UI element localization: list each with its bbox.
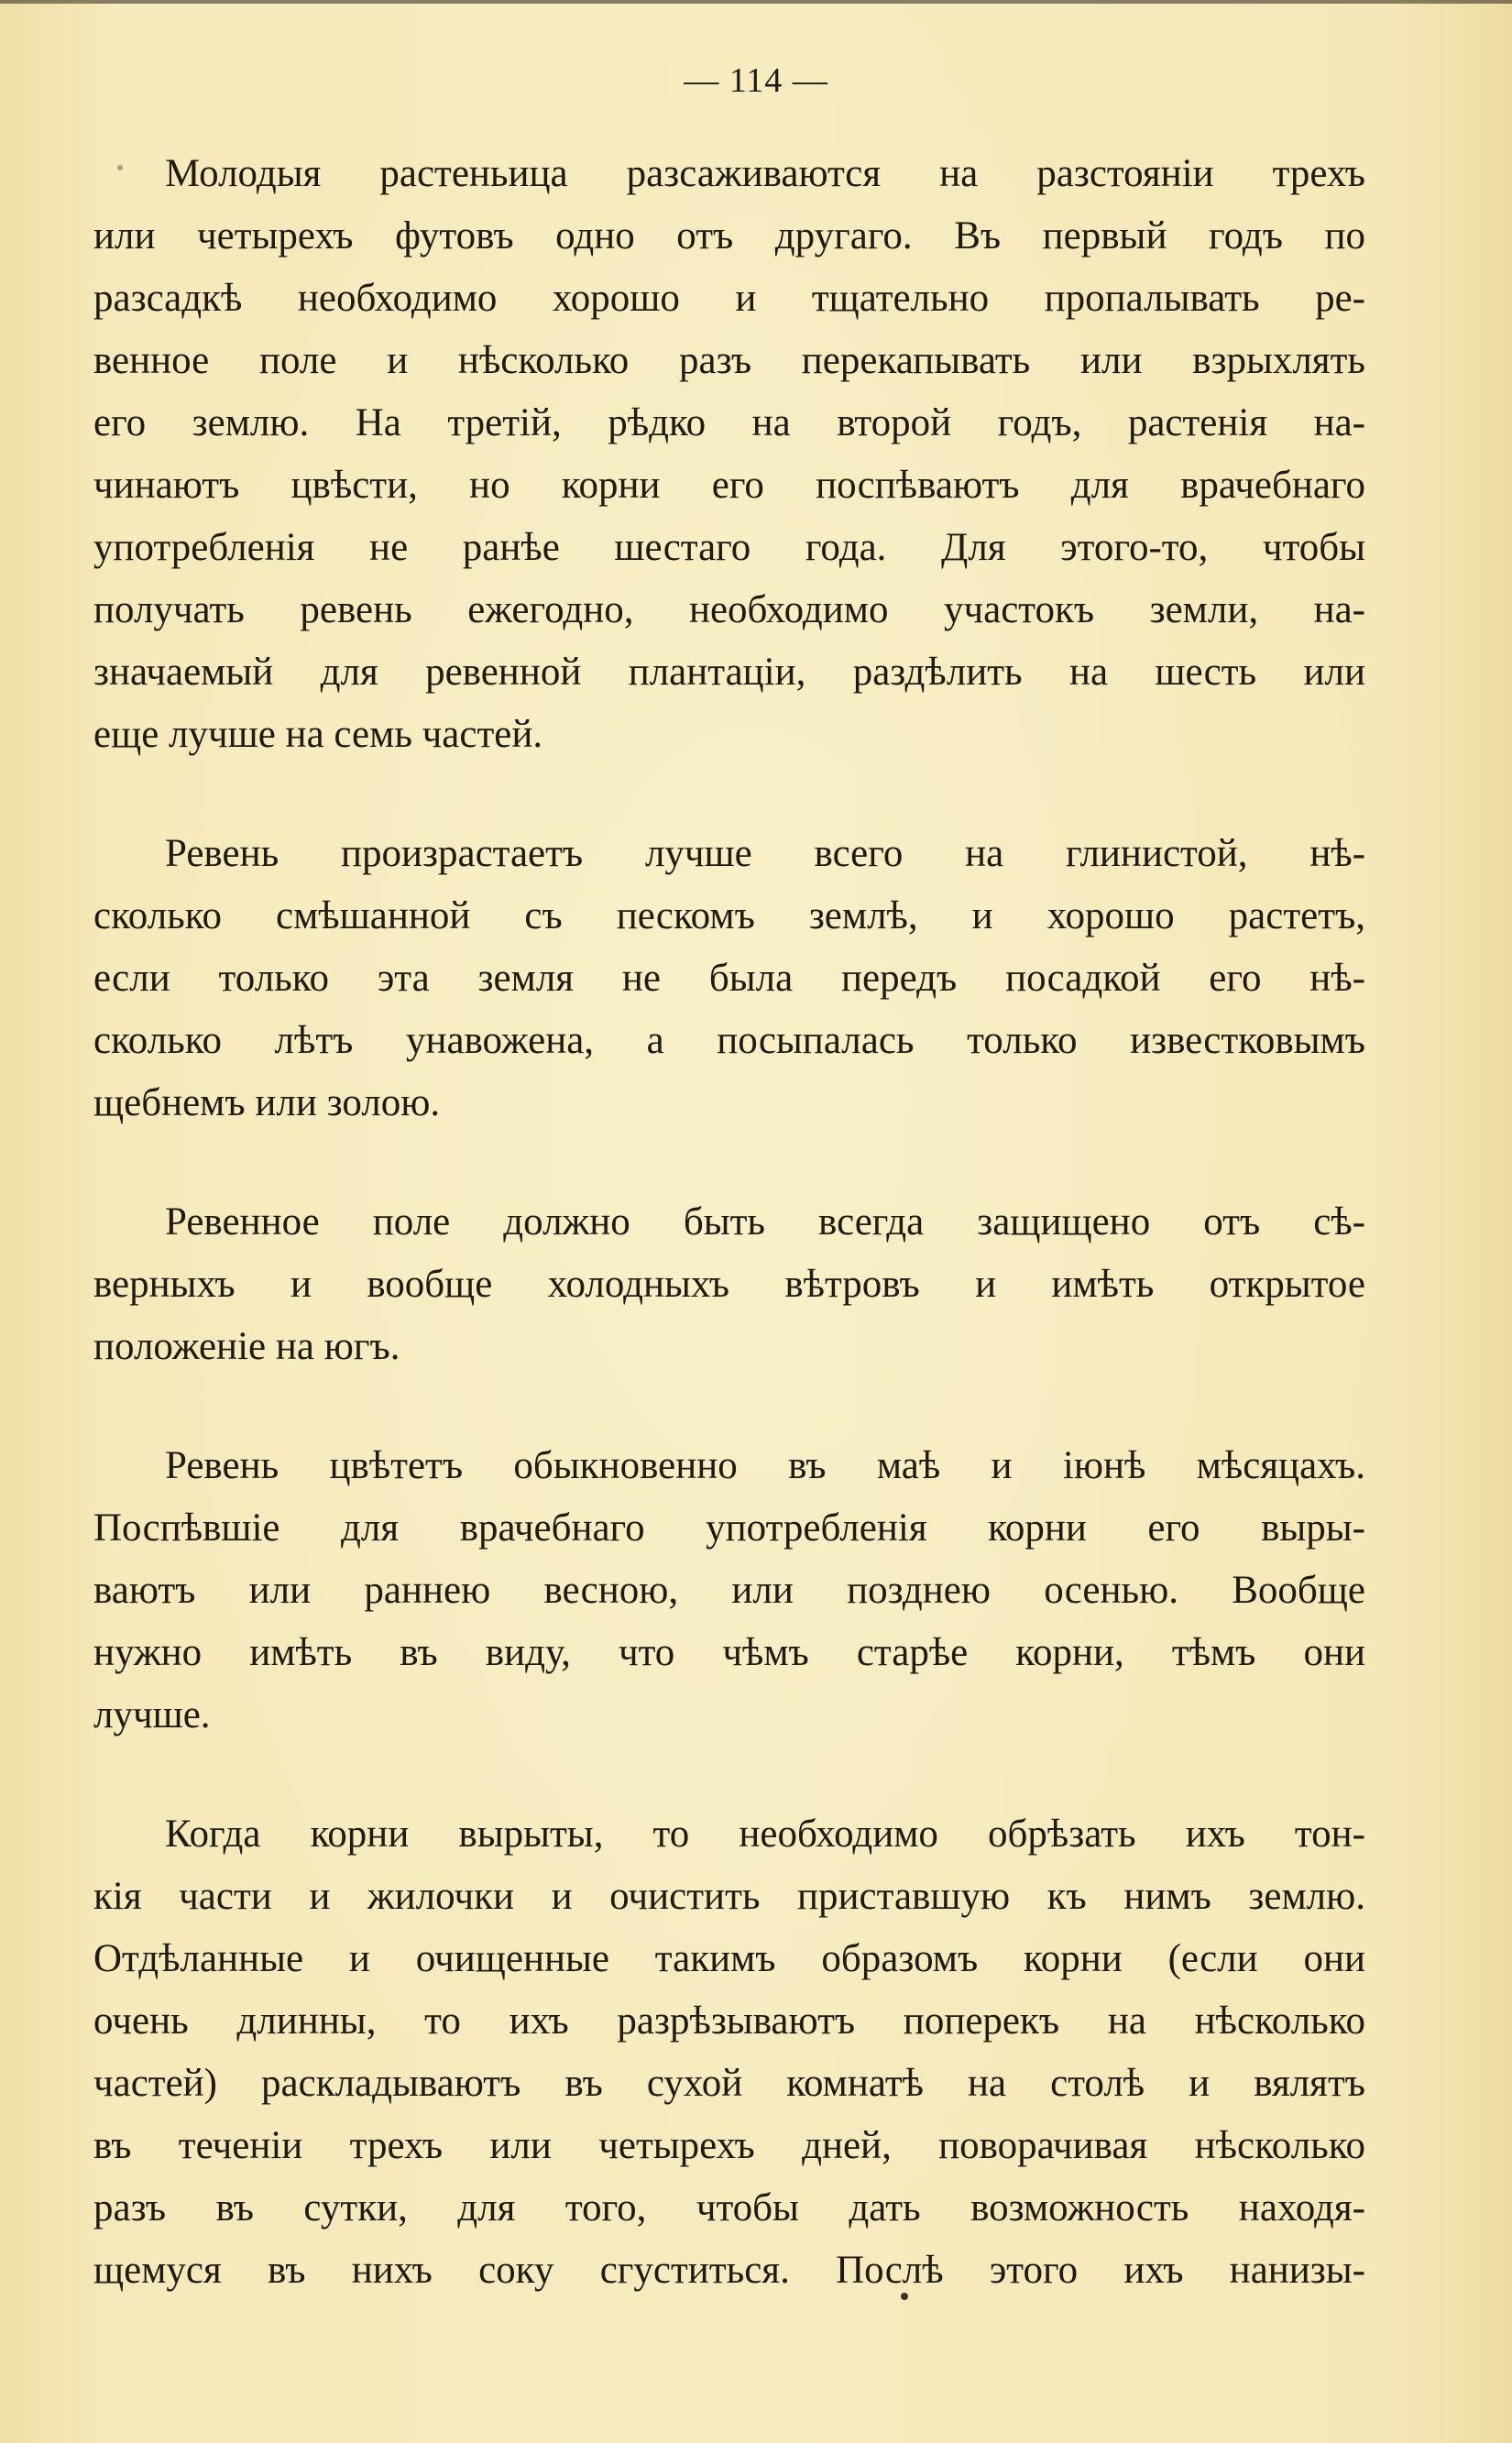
top-edge-rule — [0, 0, 1512, 4]
paragraph — [93, 143, 1365, 766]
text-line: щебнемъ или золою. — [93, 1081, 441, 1124]
text-line: Ревенное поле должно быть всегда защищено отъ сѣ- — [165, 1200, 1365, 1243]
text-line: лучше. — [93, 1693, 211, 1736]
text-line: щемуся въ нихъ соку сгуститься. Послѣ этого ихъ нанизы- — [93, 2249, 1365, 2292]
text-line: если только эта земля не была передъ посадкой его нѣ- — [93, 957, 1365, 1000]
text-line: Молодыя растеньица разсаживаются на разстоянiи трехъ — [165, 152, 1365, 195]
text-line: чинаютъ цвѣсти, но корни его поспѣваютъ для врачебнаго — [93, 464, 1365, 507]
text-line: его землю. На третiй, рѣдко на второй годъ, растенiя на- — [93, 401, 1365, 444]
text-line: Поспѣвшiе для врачебнаго употребленiя корни его выры- — [93, 1506, 1365, 1550]
text-line: ваютъ или раннею весною, или позднею осенью. Вообще — [93, 1569, 1365, 1612]
signature-mark — [901, 2293, 908, 2300]
paragraph — [93, 1191, 1365, 1378]
text-line: Ревень цвѣтетъ обыкновенно въ маѣ и iюнѣ мѣсяцахъ. — [165, 1444, 1365, 1487]
text-line: нужно имѣть въ виду, что чѣмъ старѣе корни, тѣмъ они — [93, 1631, 1365, 1674]
text-line: разъ въ сутки, для того, чтобы дать возможность находя- — [93, 2186, 1365, 2229]
text-line: разсадкѣ необходимо хорошо и тщательно пропалывать ре- — [93, 277, 1365, 320]
text-line: Ревень произрастаетъ лучше всего на глинистой, нѣ- — [165, 832, 1365, 875]
page-number: — 114 — — [684, 61, 828, 100]
paragraph — [93, 823, 1365, 1134]
text-line: еще лучше на семь частей. — [93, 713, 543, 756]
text-line: Отдѣланные и очищенные такимъ образомъ корни (если они — [93, 1937, 1365, 1980]
text-line: верныхъ и вообще холодныхъ вѣтровъ и имѣть открытое — [93, 1263, 1365, 1306]
paragraph — [93, 1435, 1365, 1747]
text-line: сколько лѣтъ унавожена, а посыпалась только известковымъ — [93, 1019, 1365, 1062]
text-line: положенiе на югъ. — [93, 1325, 400, 1368]
text-line: венное поле и нѣсколько разъ перекапывать или взрыхлять — [93, 339, 1365, 382]
text-line: или четырехъ футовъ одно отъ другаго. Въ первый годъ по — [93, 214, 1365, 257]
paragraph — [93, 1803, 1365, 2302]
text-line: кiя части и жилочки и очистить приставшую къ нимъ землю. — [93, 1875, 1365, 1918]
text-line: очень длинны, то ихъ разрѣзываютъ поперекъ на нѣсколько — [93, 1999, 1365, 2043]
text-line: Когда корни вырыты, то необходимо обрѣзать ихъ тон- — [165, 1813, 1365, 1856]
text-line: сколько смѣшанной съ пескомъ землѣ, и хорошо растетъ, — [93, 894, 1365, 937]
text-line: въ теченiи трехъ или четырехъ дней, поворачивая нѣсколько — [93, 2124, 1365, 2167]
text-line: получать ревень ежегодно, необходимо участокъ земли, на- — [93, 588, 1365, 631]
body-text — [93, 143, 1365, 2359]
text-line: употребленiя не ранѣе шестаго года. Для этого-то, чтобы — [93, 526, 1365, 569]
text-line: частей) раскладываютъ въ сухой комнатѣ на столѣ и вялятъ — [93, 2062, 1365, 2105]
text-line: значаемый для ревенной плантацiи, раздѣлить на шесть или — [93, 651, 1365, 694]
